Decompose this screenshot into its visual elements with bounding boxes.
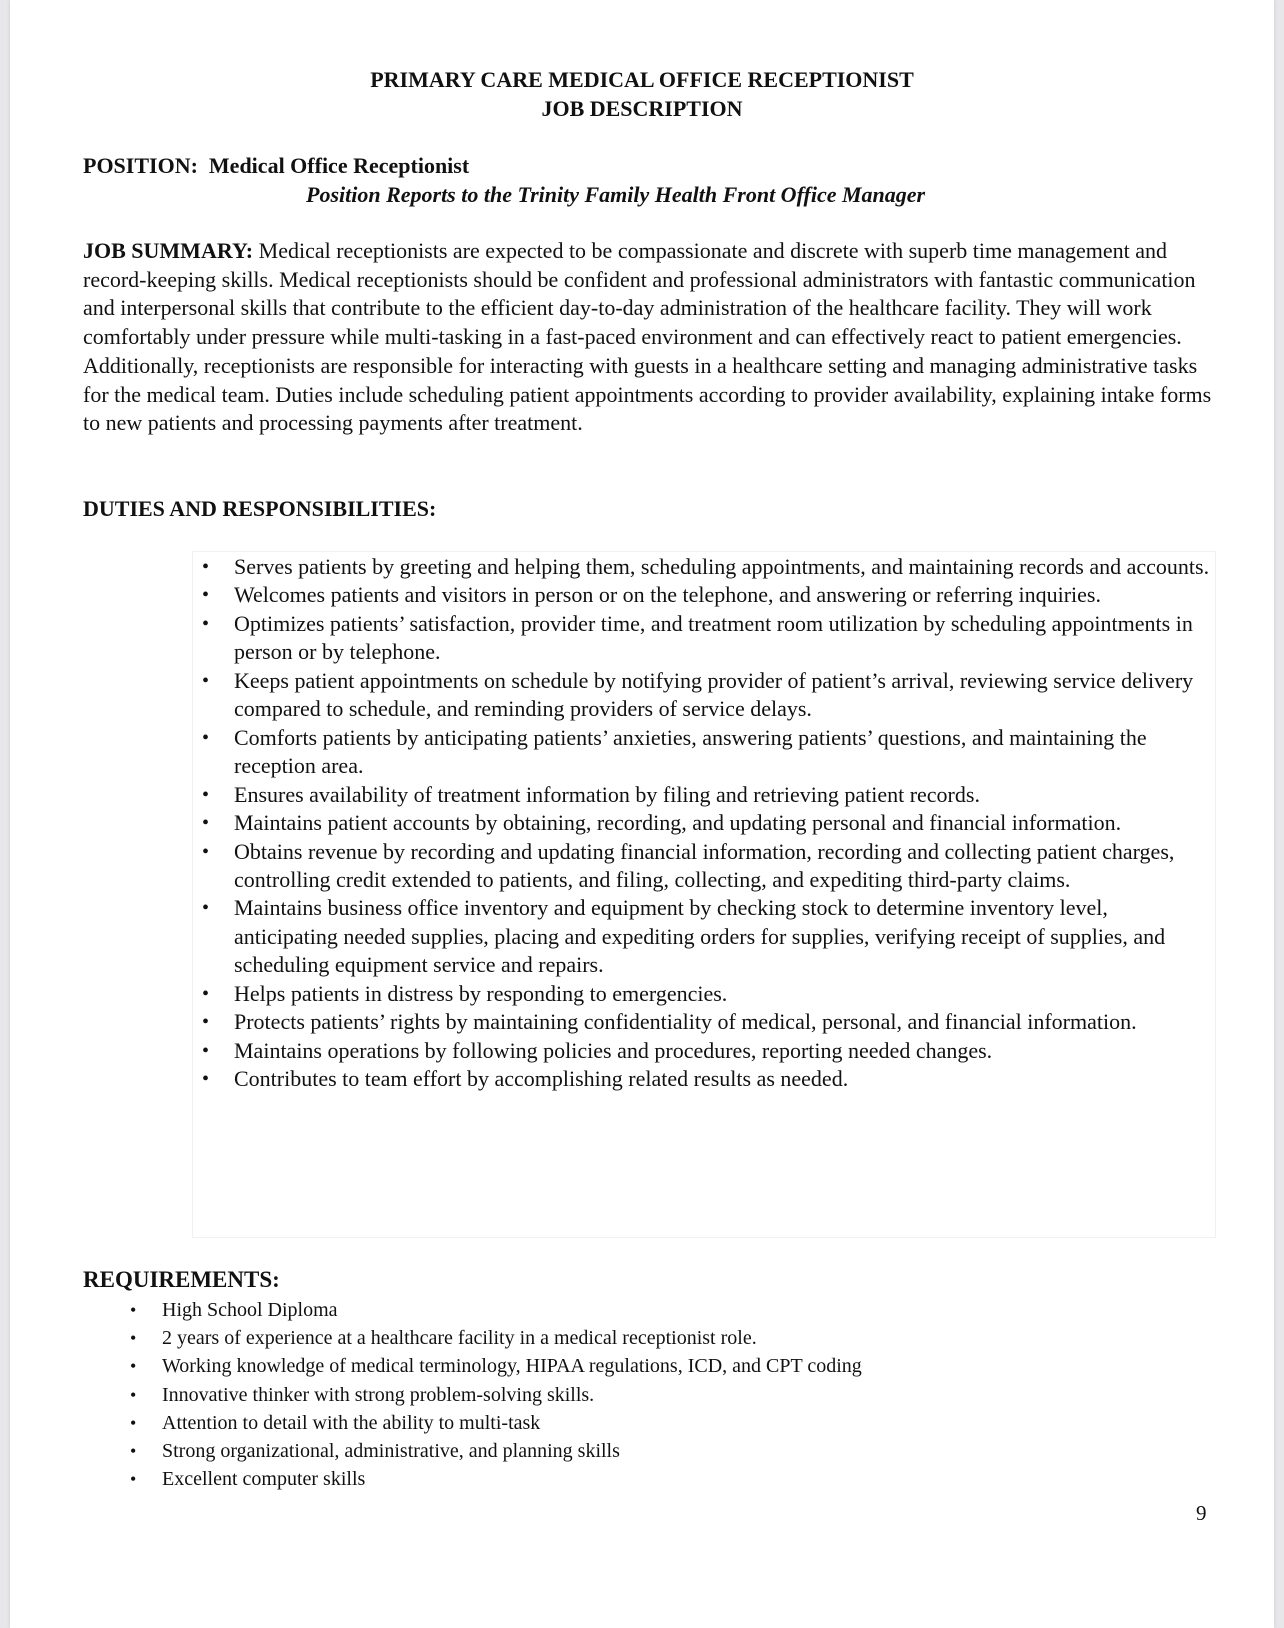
duty-item: • Maintains business office inventory and equipment by checking stock to determine inventory level, anticipating needed supplies, placing and expediting orders for supplies, verifying receipt of supplies, and scheduling equipment service and repairs. — [192, 894, 1212, 979]
document-title: PRIMARY CARE MEDICAL OFFICE RECEPTIONIST — [370, 67, 914, 92]
document-page — [10, 0, 1274, 1628]
requirements-list — [120, 1296, 1020, 1493]
duty-item: • Contributes to team effort by accomplishing related results as needed. — [192, 1065, 1212, 1093]
duties-heading: DUTIES AND RESPONSIBILITIES: — [83, 496, 437, 521]
position-value: Medical Office Receptionist — [208, 153, 470, 178]
duty-item: • Maintains patient accounts by obtaining, recording, and updating personal and financial information. — [192, 809, 1212, 837]
requirement-item: • Innovative thinker with strong problem-solving skills. — [120, 1381, 1020, 1409]
duty-item: • Serves patients by greeting and helping them, scheduling appointments, and maintaining records and accounts. — [192, 553, 1212, 581]
job-summary — [83, 237, 1213, 438]
requirement-item: • Attention to detail with the ability to multi-task — [120, 1409, 1020, 1437]
requirement-item: • 2 years of experience at a healthcare facility in a medical receptionist role. — [120, 1324, 1020, 1352]
duty-item: • Comforts patients by anticipating patients’ anxieties, answering patients’ questions, and maintaining the reception area. — [192, 724, 1212, 781]
duty-item: • Ensures availability of treatment information by filing and retrieving patient records. — [192, 781, 1212, 809]
duty-item: • Helps patients in distress by responding to emergencies. — [192, 980, 1212, 1008]
requirement-item: • Strong organizational, administrative, and planning skills — [120, 1437, 1020, 1465]
job-summary-text: Medical receptionists are expected to be compassionate and discrete with superb time management and record-keeping skills. Medical receptionists should be confident and professional administrators with fantastic communication and interpersonal skills that contribute to the efficient day-to-day administration of the healthcare facility. They will work comfortably under pressure while multi-tasking in a fast-paced environment and can effectively react to patient emergencies. Additionally, receptionists are responsible for interacting with guests in a healthcare setting and managing administrative tasks for the medical team. Duties include scheduling patient appointments according to provider availability, explaining intake forms to new patients and processing payments after treatment. — [83, 238, 1212, 436]
duty-item: • Protects patients’ rights by maintaining confidentiality of medical, personal, and financial information. — [192, 1008, 1212, 1036]
document-subtitle: JOB DESCRIPTION — [541, 96, 743, 121]
reports-to: Position Reports to the Trinity Family Health Front Office Manager — [306, 182, 926, 207]
requirement-item: • High School Diploma — [120, 1296, 1020, 1324]
position-label: POSITION: — [83, 153, 198, 178]
requirement-item: • Working knowledge of medical terminology, HIPAA regulations, ICD, and CPT coding — [120, 1352, 1020, 1380]
position-line — [83, 152, 469, 180]
page-number: 9 — [1196, 1501, 1207, 1525]
requirement-item: • Excellent computer skills — [120, 1465, 1020, 1493]
duty-item: • Maintains operations by following policies and procedures, reporting needed changes. — [192, 1037, 1212, 1065]
duty-item: • Welcomes patients and visitors in person or on the telephone, and answering or referring inquiries. — [192, 581, 1212, 609]
duty-item: • Keeps patient appointments on schedule by notifying provider of patient’s arrival, reviewing service delivery compared to schedule, and reminding providers of service delays. — [192, 667, 1212, 724]
job-summary-label: JOB SUMMARY: — [83, 238, 254, 263]
requirements-heading: REQUIREMENTS: — [83, 1267, 280, 1292]
duty-item: • Obtains revenue by recording and updating financial information, recording and collecting patient charges, controlling credit extended to patients, and filing, collecting, and expediting third-party claims. — [192, 838, 1212, 895]
duties-list — [192, 553, 1212, 1094]
duty-item: • Optimizes patients’ satisfaction, provider time, and treatment room utilization by scheduling appointments in person or by telephone. — [192, 610, 1212, 667]
